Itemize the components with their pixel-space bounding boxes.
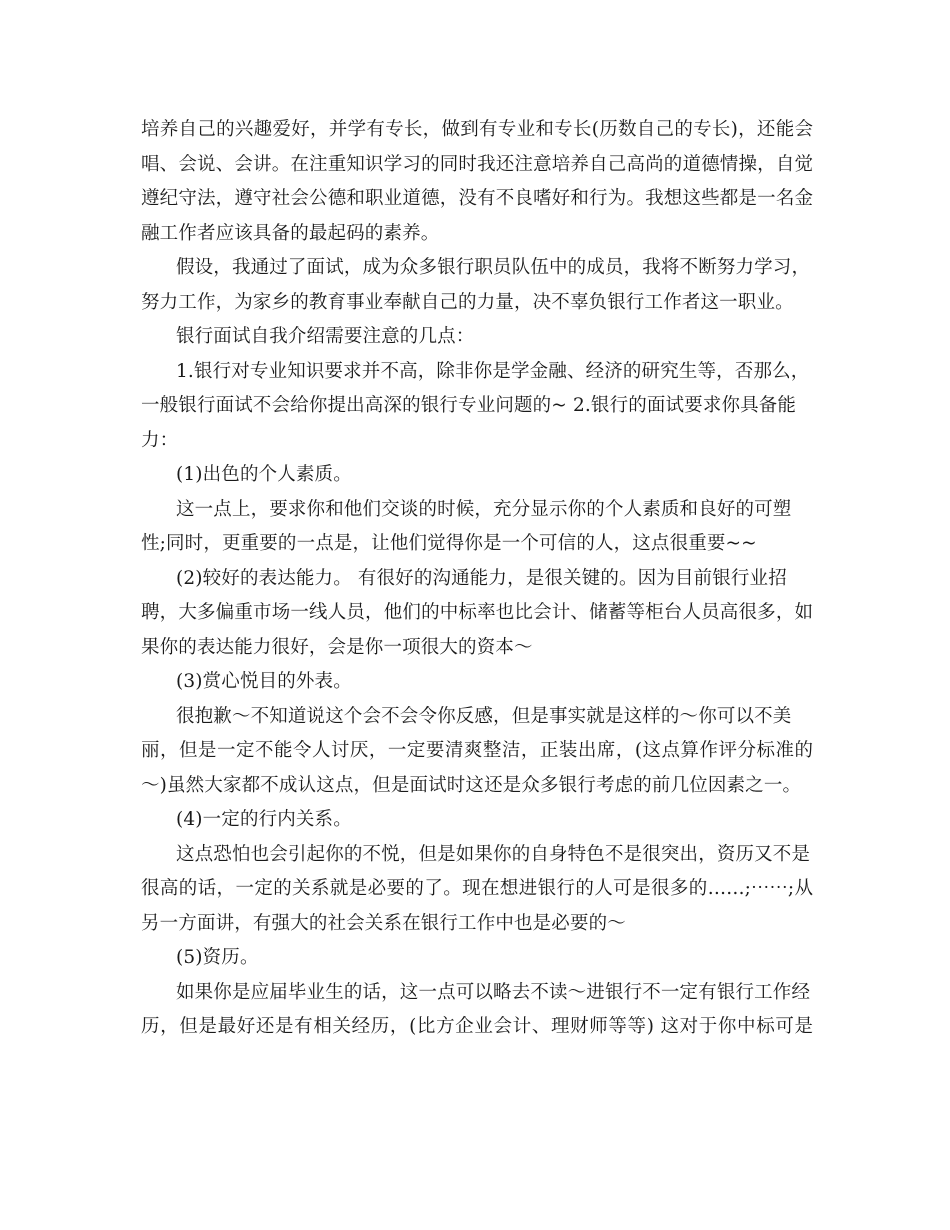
- text-line: 历，但是最好还是有相关经历，(比方企业会计、理财师等等) 这对于你中标可是: [141, 1016, 813, 1037]
- list-item-heading: (3)赏心悦目的外表。: [176, 671, 352, 692]
- text-line: 果你的表达能力很好，会是你一项很大的资本～: [141, 636, 533, 658]
- text-line: 融工作者应该具备的最起码的素养。: [141, 222, 440, 244]
- list-item-heading: (2)较好的表达能力。 有很好的沟通能力，是很关键的。因为目前银行业招: [176, 567, 787, 589]
- section-heading: 银行面试自我介绍需要注意的几点：: [176, 326, 475, 347]
- text-line: 性;同时，更重要的一点是，让他们觉得你是一个可信的人，这点很重要~~: [141, 533, 757, 554]
- document-body: [141, 113, 813, 1045]
- text-line: ～)虽然大家都不成认这点，但是面试时这还是众多银行考虑的前几位因素之一。: [141, 774, 802, 796]
- text-line: 另一方面讲，有强大的社会关系在银行工作中也是必要的～: [141, 912, 626, 934]
- text-line: 聘，大多偏重市场一线人员，他们的中标率也比会计、储蓄等柜台人员高很多，如: [141, 602, 813, 623]
- text-line: 很抱歉～不知道说这个会不会令你反感，但是事实就是这样的～你可以不美: [176, 705, 792, 727]
- text-line: 1.银行对专业知识要求并不高，除非你是学金融、经济的研究生等，否那么，: [176, 360, 810, 382]
- text-line: 这点恐怕也会引起你的不悦，但是如果你的自身特色不是很突出，资历又不是: [176, 843, 811, 865]
- text-line: 力：: [141, 429, 179, 451]
- text-line: 这一点上，要求你和他们交谈的时候，充分显示你的个人素质和良好的可塑: [176, 498, 792, 520]
- text-line: 努力工作，为家乡的教育事业奉献自己的力量，决不辜负银行工作者这一职业。: [141, 291, 794, 313]
- text-line: 假设，我通过了面试，成为众多银行职员队伍中的成员，我将不断努力学习，: [176, 257, 811, 278]
- text-line: 丽，但是一定不能令人讨厌，一定要清爽整洁，正装出席，(这点算作评分标准的: [141, 740, 813, 761]
- text-line: 遵纪守法，遵守社会公德和职业道德，没有不良嗜好和行为。我想这些都是一名金: [141, 188, 813, 209]
- text-line: 如果你是应届毕业生的话，这一点可以略去不读～进银行不一定有银行工作经: [176, 981, 811, 1003]
- text-line: 唱、会说、会讲。在注重知识学习的同时我还注意培养自己高尚的道德情操，自觉: [141, 153, 813, 175]
- text-line: 培养自己的兴趣爱好，并学有专长，做到有专业和专长(历数自己的专长)，还能会: [141, 119, 813, 140]
- text-line: 很高的话，一定的关系就是必要的了。现在想进银行的人可是很多的……;⋯⋯;从: [141, 878, 813, 899]
- list-item-heading: (4)一定的行内关系。: [176, 809, 352, 830]
- list-item-heading: (5)资历。: [176, 947, 259, 968]
- text-line: 一般银行面试不会给你提出高深的银行专业问题的~ 2.银行的面试要求你具备能: [141, 395, 797, 416]
- list-item-heading: (1)出色的个人素质。: [176, 464, 352, 485]
